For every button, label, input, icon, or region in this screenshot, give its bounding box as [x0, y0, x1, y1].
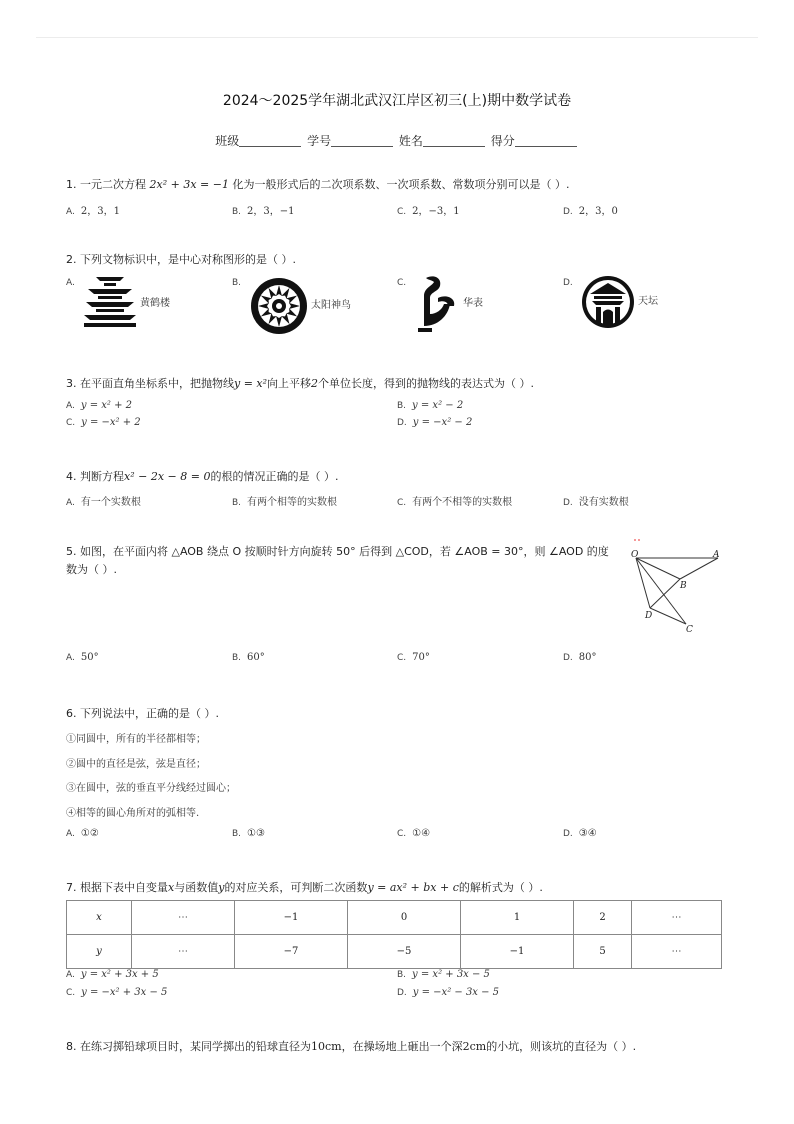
q7-text-mid: 与函数值 — [174, 881, 219, 894]
q2-option-b[interactable] — [232, 277, 247, 288]
question-8-stem — [66, 1038, 636, 1054]
table-cell: 5 — [574, 935, 632, 969]
q4-option-a[interactable] — [66, 493, 141, 508]
option-label: C. — [397, 278, 407, 288]
option-label: C. — [66, 988, 76, 998]
question-6-stem: 6. 下列说法中，正确的是（ ）. — [66, 707, 219, 720]
option-text: y = x² + 3x + 5 — [80, 969, 159, 980]
q8-depth: 2cm — [462, 1040, 487, 1053]
option-text: 60° — [247, 652, 265, 663]
q6-option-b[interactable] — [232, 828, 265, 839]
option-label: A. — [66, 207, 75, 217]
point-d-label: D — [645, 611, 653, 621]
q3-text-mid: 向上平移 — [267, 377, 312, 390]
option-label: A. — [66, 498, 75, 508]
table-row — [67, 901, 722, 935]
q6-option-a[interactable] — [66, 828, 99, 839]
option-text: 2，3，1 — [80, 206, 120, 217]
q2-option-a[interactable] — [66, 277, 81, 288]
temple-of-heaven-icon — [580, 274, 636, 330]
table-cell: ⋯ — [632, 935, 722, 969]
option-label: C. — [397, 498, 407, 508]
option-label: D. — [563, 278, 573, 288]
q3-option-b[interactable] — [397, 400, 463, 411]
option-label: A. — [66, 278, 75, 288]
option-label: D. — [563, 829, 573, 839]
q3-parabola: y = x² — [234, 377, 268, 390]
option-label: C. — [397, 829, 407, 839]
table-cell: 2 — [574, 901, 632, 935]
option-label: B. — [232, 829, 242, 839]
option-label: D. — [397, 988, 407, 998]
option-text: 2，3，−1 — [247, 206, 295, 217]
table-cell: y — [67, 935, 132, 969]
table-cell: 1 — [461, 901, 574, 935]
q5-option-c[interactable] — [397, 652, 430, 663]
q8-diameter: 10cm — [311, 1040, 342, 1053]
q6-statement-1: ①同圆中，所有的半径都相等； — [66, 734, 206, 745]
q4-option-b[interactable] — [232, 493, 337, 508]
q3-text-end: 个单位长度，得到的抛物线的表达式为（ ）. — [318, 377, 535, 390]
page-title: 2024～2025学年湖北武汉江岸区初三(上)期中数学试卷 — [222, 93, 572, 109]
yellow-crane-tower-icon — [82, 273, 138, 329]
option-label: A. — [66, 970, 75, 980]
name-label: 姓名 — [398, 134, 423, 148]
option-text: y = x² + 2 — [80, 400, 132, 411]
option-text: 2，3，0 — [578, 206, 618, 217]
option-text: y = x² + 3x − 5 — [412, 969, 490, 980]
q2-option-c[interactable] — [397, 277, 412, 288]
q7-value-table — [66, 900, 722, 969]
class-blank[interactable] — [239, 134, 301, 147]
option-label: B. — [397, 970, 407, 980]
q1-option-d[interactable] — [563, 202, 618, 217]
score-blank[interactable] — [515, 134, 577, 147]
table-cell: −1 — [235, 901, 348, 935]
option-text: 80° — [578, 652, 597, 663]
q6-statement-4: ④相等的圆心角所对的弧相等. — [66, 808, 200, 819]
q5-rotation-figure — [628, 538, 728, 636]
option-text: ①③ — [247, 828, 265, 839]
option-text: y = −x² − 2 — [412, 417, 473, 428]
option-text: ③④ — [578, 828, 597, 839]
option-label: A. — [66, 653, 75, 663]
q6-statement-2: ②圆中的直径是弦，弦是直径； — [66, 759, 206, 770]
table-cell: −7 — [235, 935, 348, 969]
option-label: C. — [397, 653, 407, 663]
huabiao-icon — [412, 272, 462, 334]
option-text: 70° — [412, 652, 430, 663]
q1-text: 1. 一元二次方程 — [66, 178, 146, 191]
option-label: B. — [232, 278, 242, 288]
option-label: C. — [66, 418, 76, 428]
q4-equation: x² − 2x − 8 = 0 — [124, 470, 211, 483]
number-blank[interactable] — [331, 134, 393, 147]
q6-option-c[interactable] — [397, 828, 430, 839]
option-text: y = −x² − 3x − 5 — [412, 987, 500, 998]
q1-option-b[interactable] — [232, 202, 295, 217]
q3-option-d[interactable] — [397, 417, 472, 428]
q1-equation: 2x² + 3x = −1 — [149, 178, 229, 191]
table-cell: ⋯ — [132, 935, 235, 969]
q7-var-y: y — [218, 881, 225, 894]
q1-text-end: 化为一般形式后的二次项系数、一次项系数、常数项分别可以是（ ）. — [232, 178, 570, 191]
point-o-label: O — [631, 550, 639, 560]
q1-option-a[interactable] — [66, 202, 120, 217]
option-text: ①④ — [412, 828, 431, 839]
option-label: C. — [397, 207, 407, 217]
option-label: B. — [232, 498, 242, 508]
q8-text-end: 的小坑，则该坑的直径为（ ）. — [486, 1040, 637, 1053]
option-text: 有两个不相等的实数根 — [412, 497, 513, 508]
table-cell: −1 — [461, 935, 574, 969]
number-label: 学号 — [307, 134, 332, 148]
q2-caption-a: 黄鹤楼 — [140, 298, 170, 309]
name-blank[interactable] — [423, 134, 485, 147]
q7-text: 7. 根据下表中自变量 — [66, 881, 168, 894]
option-label: D. — [563, 498, 573, 508]
option-text: 没有实数根 — [578, 497, 629, 508]
question-4-stem — [66, 468, 338, 484]
q7-option-d[interactable] — [397, 987, 499, 998]
header-divider — [36, 37, 758, 38]
question-5-line-1: 5. 如图，在平面内将 △AOB 绕点 O 按顺时针方向旋转 50° 后得到 △COD，若 ∠AOB = 30°，则 ∠AOD 的度 — [66, 545, 609, 558]
q3-option-a[interactable] — [66, 400, 132, 411]
q7-function: y = ax² + bx + c — [367, 881, 459, 894]
table-cell: 0 — [348, 901, 461, 935]
q8-text-mid: ，在操场地上砸出一个深 — [341, 1040, 463, 1053]
point-b-label: B — [680, 581, 687, 591]
q4-text: 4. 判断方程 — [66, 470, 124, 483]
option-label: A. — [66, 401, 75, 411]
point-c-label: C — [686, 625, 693, 635]
q2-caption-d: 天坛 — [638, 296, 658, 307]
table-row — [67, 935, 722, 969]
q1-option-c[interactable] — [397, 202, 460, 217]
q5-option-a[interactable] — [66, 652, 99, 663]
option-label: B. — [232, 653, 242, 663]
question-7-stem — [66, 879, 543, 895]
q7-text-end: 的解析式为（ ）. — [458, 881, 543, 894]
option-text: 有一个实数根 — [80, 497, 141, 508]
option-text: ①② — [80, 828, 99, 839]
option-label: B. — [232, 207, 242, 217]
q6-option-d[interactable] — [563, 828, 597, 839]
option-label: D. — [563, 207, 573, 217]
student-info-line — [0, 132, 794, 149]
q6-statement-3: ③在圆中，弦的垂直平分线经过圆心； — [66, 783, 236, 794]
q2-option-d[interactable] — [563, 277, 579, 288]
q3-text: 3. 在平面直角坐标系中，把抛物线 — [66, 377, 234, 390]
q5-option-d[interactable] — [563, 652, 597, 663]
q7-var-x: x — [168, 881, 175, 894]
q7-option-b[interactable] — [397, 969, 490, 980]
option-text: 2，−3，1 — [412, 206, 460, 217]
option-text: y = −x² + 2 — [81, 417, 141, 428]
option-label: B. — [397, 401, 407, 411]
option-label: D. — [397, 418, 407, 428]
q7-text-mid-2: 的对应关系，可判断二次函数 — [224, 881, 368, 894]
q3-option-c[interactable] — [66, 417, 141, 428]
question-1-stem — [66, 176, 569, 192]
table-cell: ⋯ — [632, 901, 722, 935]
q4-option-d[interactable] — [563, 493, 629, 508]
sun-bird-icon — [249, 276, 309, 336]
score-label: 得分 — [490, 134, 515, 148]
point-a-label: A — [713, 550, 720, 560]
option-label: D. — [563, 653, 573, 663]
option-text: y = −x² + 3x − 5 — [81, 987, 168, 998]
q2-caption-b: 太阳神鸟 — [311, 300, 351, 311]
option-text: 有两个相等的实数根 — [247, 497, 338, 508]
q7-option-a[interactable] — [66, 969, 159, 980]
question-2-stem: 2. 下列文物标识中，是中心对称图形的是（ ）. — [66, 253, 296, 266]
table-cell: ⋯ — [132, 901, 235, 935]
question-3-stem — [66, 375, 534, 391]
option-text: 50° — [80, 652, 99, 663]
q4-option-c[interactable] — [397, 493, 512, 508]
q3-units: 2 — [311, 377, 319, 390]
q4-text-end: 的根的情况正确的是（ ）. — [210, 470, 339, 483]
question-5-line-2: 数为（ ）. — [66, 563, 117, 576]
q2-caption-c: 华表 — [463, 298, 483, 309]
q5-option-b[interactable] — [232, 652, 265, 663]
q8-text: 8. 在练习掷铅球项目时，某同学掷出的铅球直径为 — [66, 1040, 311, 1053]
class-label: 班级 — [215, 134, 240, 148]
option-label: A. — [66, 829, 75, 839]
option-text: y = x² − 2 — [412, 400, 464, 411]
table-cell: −5 — [348, 935, 461, 969]
q7-option-c[interactable] — [66, 987, 167, 998]
table-cell: x — [67, 901, 132, 935]
